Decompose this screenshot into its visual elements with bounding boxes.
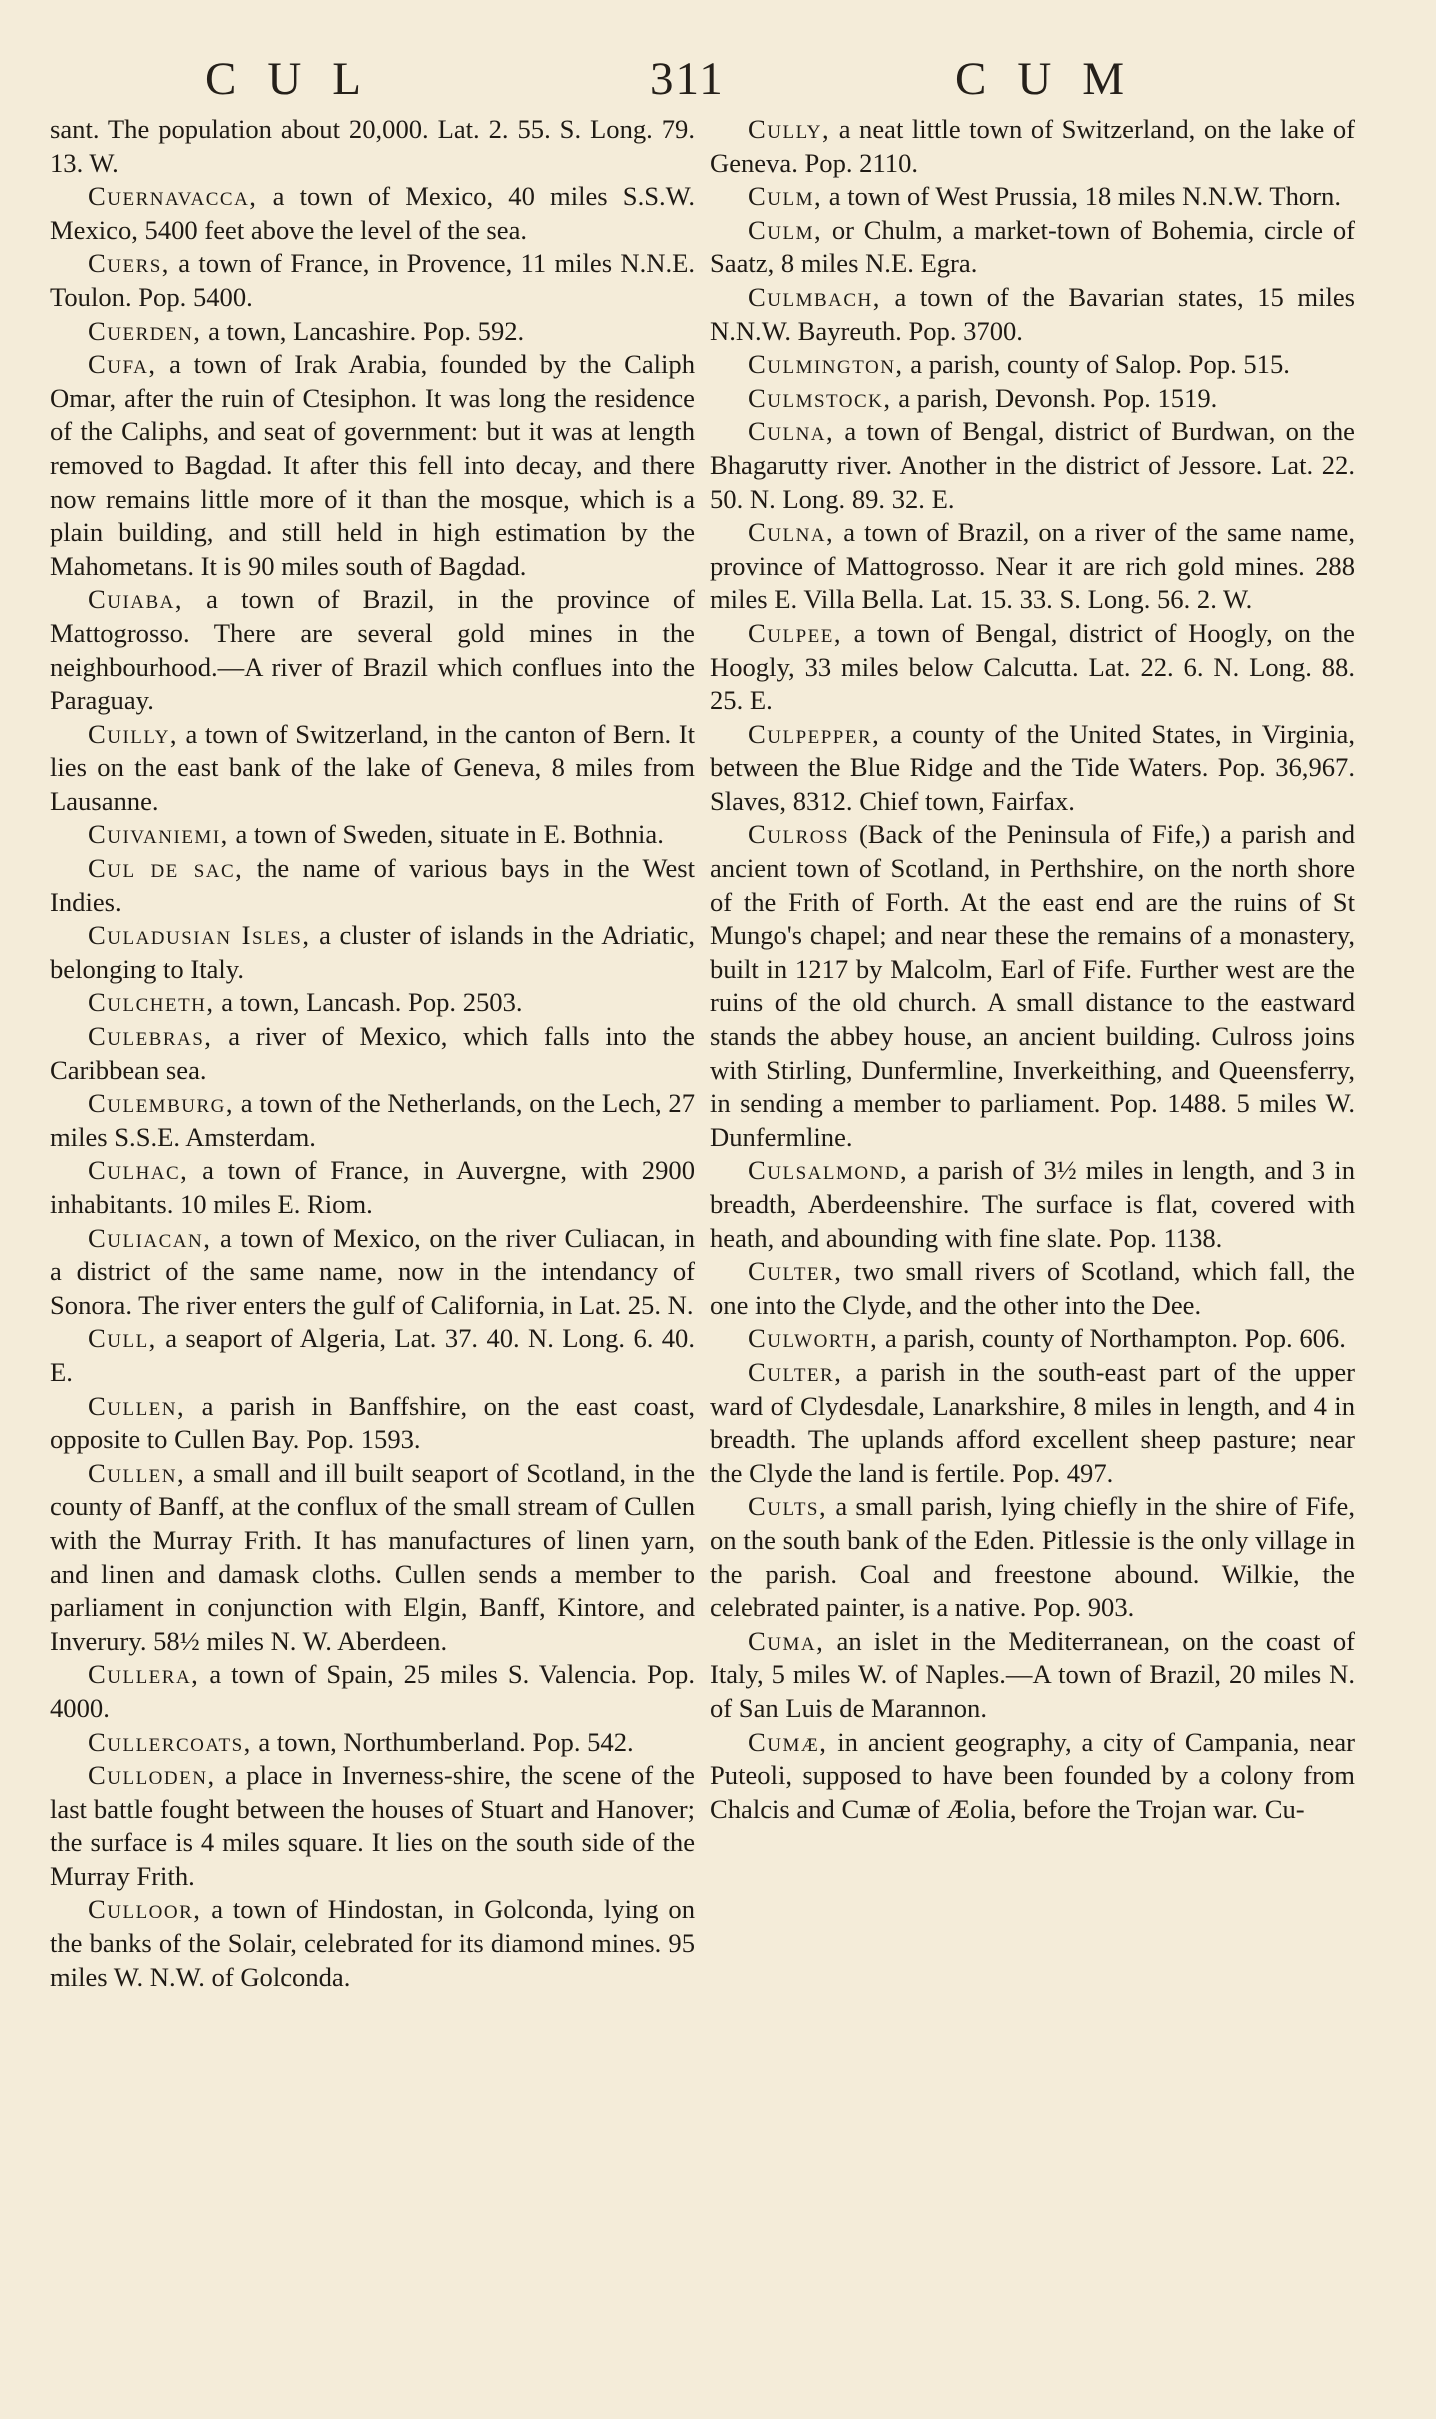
left-entries — [50, 180, 695, 1994]
entry-headword: Culemburg, — [88, 1088, 235, 1119]
entry-text: a town of Spain, 25 miles S. Valencia. Pop. 4000. — [50, 1659, 695, 1723]
gazetteer-entry — [50, 1222, 695, 1323]
gazetteer-entry — [50, 852, 695, 919]
gazetteer-entry — [710, 1726, 1355, 1827]
gazetteer-entry — [710, 1490, 1355, 1624]
gazetteer-entry — [710, 617, 1355, 718]
page-number: 311 — [650, 53, 725, 105]
entry-text: a town of Irak Arabia, founded by the Caliph Omar, after the ruin of Ctesiphon. It was long the residence of the Caliphs, and seat of government: but it was at length removed to Bagdad. It after this fell into decay, and there now remains little more of it than the mosque, which is a plain building, and still held in high estimation by the Mahometans. It is 90 miles south of Bagdad. — [50, 349, 695, 581]
entry-text: a town of Hindostan, in Golconda, lying on the banks of the Solair, celebrated for its diamond mines. 95 miles W. N.W. of Golconda. — [50, 1894, 695, 1992]
entry-text: a town, Northumberland. Pop. 542. — [251, 1726, 634, 1757]
entry-text: a place in Inverness-shire, the scene of the last battle fought between the houses of Stuart and Hanover; the surface is 4 miles square. It lies on the south side of the Murray Frith. — [50, 1760, 695, 1891]
gazetteer-entry — [50, 986, 695, 1020]
entry-headword: Culna, — [748, 517, 835, 548]
running-head-left: CUL — [205, 53, 392, 105]
entry-text: a neat little town of Switzerland, on the lake of Geneva. Pop. 2110. — [710, 114, 1355, 178]
gazetteer-entry — [50, 1658, 695, 1725]
entry-text: an islet in the Mediterranean, on the coast of Italy, 5 miles W. of Naples.—A town of Brazil, 20 miles N. of San Luis de Marannon. — [710, 1625, 1355, 1723]
entry-headword: Cul de sac, — [88, 853, 244, 884]
entry-headword: Culpepper, — [748, 718, 881, 749]
gazetteer-entry — [710, 113, 1355, 180]
entry-text: a town of Mexico, 40 miles S.S.W. Mexico, 5400 feet above the level of the sea. — [50, 181, 695, 245]
entry-headword: Cuerden, — [88, 315, 202, 346]
entry-text: (Back of the Peninsula of Fife,) a parish and ancient town of Scotland, in Perthshire, on the north shore of the Frith of Forth. At the east end are the ruins of St Mungo's chapel; and near these the remains of a monastery, built in 1217 by Malcolm, Earl of Fife. Further west are the ruins of the old church. A small distance to the eastward stands the abbey house, an ancient building. Culross joins with Stirling, Dunfermline, Inverkeithing, and Queensferry, in sending a member to parliament. Pop. 1488. 5 miles W. Dunfermline. — [710, 819, 1355, 1152]
entry-headword: Culcheth, — [88, 987, 215, 1018]
entry-headword: Cullera, — [88, 1659, 200, 1690]
entry-text: a town of the Bavarian states, 15 miles N.N.W. Bayreuth. Pop. 3700. — [710, 281, 1355, 346]
entry-headword: Cully, — [748, 114, 831, 144]
entry-headword: Culhac, — [88, 1155, 189, 1186]
entry-headword: Culebras, — [88, 1021, 213, 1052]
entry-text: a cluster of islands in the Adriatic, belonging to Italy. — [50, 920, 695, 984]
gazetteer-entry — [50, 718, 695, 819]
entry-text: a parish in Banffshire, on the east coast, opposite to Cullen Bay. Pop. 1593. — [50, 1390, 695, 1455]
gazetteer-entry — [710, 1625, 1355, 1726]
entry-headword: Culmington, — [748, 349, 904, 380]
entry-headword: Culadusian Isles, — [88, 920, 311, 951]
gazetteer-entry — [50, 919, 695, 986]
gazetteer-entry — [710, 818, 1355, 1154]
gazetteer-entry — [50, 1087, 695, 1154]
continuation-text: sant. The population about 20,000. Lat. 2. 55. S. Long. 79. 13. W. — [50, 114, 695, 178]
entry-text: a town of Brazil, on a river of the same name, province of Mattogrosso. Near it are rich gold mines. 288 miles E. Villa Bella. Lat. 15. 33. S. Long. 56. 2. W. — [710, 517, 1355, 615]
entry-headword: Culloor, — [88, 1894, 202, 1925]
entry-text: a parish, county of Northampton. Pop. 606. — [878, 1323, 1346, 1354]
gazetteer-entry — [50, 1893, 695, 1994]
entry-headword: Culm, — [748, 181, 823, 212]
entry-headword: Culloden, — [88, 1760, 216, 1791]
gazetteer-entry — [710, 214, 1355, 281]
entry-text: a town of Sweden, situate in E. Bothnia. — [228, 819, 664, 850]
entry-headword: Culworth, — [748, 1323, 879, 1354]
entry-headword: Cuiaba, — [88, 584, 184, 615]
gazetteer-entry — [50, 1154, 695, 1221]
entry-headword: Cull, — [88, 1323, 157, 1354]
gazetteer-entry — [710, 718, 1355, 819]
right-entries — [710, 113, 1355, 1826]
entry-headword: Cullen, — [88, 1457, 186, 1488]
gazetteer-entry — [710, 180, 1355, 214]
gazetteer-entry — [710, 1154, 1355, 1255]
gazetteer-entry — [50, 1390, 695, 1457]
entry-text: a town of Mexico, on the river Culiacan, in a district of the same name, now in the intendancy of Sonora. The river enters the gulf of California, in Lat. 25. N. — [50, 1222, 695, 1320]
entry-headword: Cufa, — [88, 349, 157, 380]
gazetteer-entry — [50, 1322, 695, 1389]
entry-text: a town of Bengal, district of Burdwan, on the Bhagarutty river. Another in the district of Jessore. Lat. 22. 50. N. Long. 89. 32. E. — [710, 416, 1355, 514]
entry-text: the name of various bays in the West Indies. — [50, 853, 695, 917]
entry-text: a town of West Prussia, 18 miles N.N.W. Thorn. — [822, 181, 1341, 212]
entry-headword: Culmbach, — [748, 281, 881, 312]
gazetteer-entry — [50, 818, 695, 852]
entry-headword: Cullercoats, — [88, 1726, 252, 1757]
gazetteer-entry — [710, 415, 1355, 516]
entry-headword: Cuivaniemi, — [88, 819, 229, 850]
entry-text: a parish of 3½ miles in length, and 3 in breadth, Aberdeenshire. The surface is flat, covered with heath, and abounding with fine slate. Pop. 1138. — [710, 1155, 1355, 1253]
entry-text: a parish, county of Salop. Pop. 515. — [903, 349, 1290, 380]
gazetteer-entry — [710, 516, 1355, 617]
running-head-right: CUM — [955, 53, 1156, 105]
entry-headword: Culross — [748, 819, 850, 850]
gazetteer-entry — [50, 1726, 695, 1760]
entry-headword: Cuers, — [88, 248, 170, 279]
entry-headword: Culpee, — [748, 617, 842, 648]
entry-text: a town of Bengal, district of Hoogly, on the Hoogly, 33 miles below Calcutta. Lat. 22. 6. N. Long. 88. 25. E. — [710, 617, 1355, 716]
gazetteer-entry — [50, 583, 695, 717]
entry-text: a small parish, lying chiefly in the shire of Fife, on the south bank of the Eden. Pitlessie is the only village in the parish. Coal and freestone abound. Wilkie, the celebrated painter, is a native. Pop. 903. — [710, 1491, 1355, 1623]
gazetteer-entry — [710, 382, 1355, 416]
entry-headword: Culmstock, — [748, 382, 892, 413]
entry-headword: Cults, — [748, 1491, 828, 1522]
entry-text: a parish, Devonsh. Pop. 1519. — [891, 382, 1218, 413]
gazetteer-entry — [50, 1020, 695, 1087]
entry-headword: Culna, — [748, 416, 835, 447]
running-head — [0, 52, 1436, 112]
entry-text: a parish in the south-east part of the upper ward of Clydesdale, Lanarkshire, 8 miles in length, and 4 in breadth. The uplands afford excellent sheep pasture; near the Clyde the land is fertile. Pop. 497. — [710, 1356, 1355, 1488]
entry-text: a town, Lancashire. Pop. 592. — [201, 315, 525, 346]
entry-headword: Cuma, — [748, 1625, 825, 1656]
entry-text: a town of Brazil, in the province of Mattogrosso. There are several gold mines in the neighbourhood.—A river of Brazil which conflues into the Paraguay. — [50, 584, 695, 716]
gazetteer-entry — [50, 348, 695, 583]
entry-text: or Chulm, a market-town of Bohemia, circle of Saatz, 8 miles N.E. Egra. — [710, 214, 1355, 279]
gazetteer-entry — [710, 1356, 1355, 1490]
entry-headword: Culiacan, — [88, 1222, 212, 1253]
left-column — [50, 113, 695, 1994]
entry-headword: Culter, — [748, 1256, 843, 1287]
entry-headword: Cuernavacca, — [88, 181, 258, 212]
entry-text: a small and ill built seaport of Scotland, in the county of Banff, at the conflux of the small stream of Cullen with the Murray Frith. It has manufactures of linen yarn, and linen and damask cloths. Cullen sends a member to parliament in conjunction with Elgin, Banff, Kintore, and Inverury. 58½ miles N. W. Aberdeen. — [50, 1457, 695, 1656]
entry-text: a town of France, in Auvergne, with 2900 inhabitants. 10 miles E. Riom. — [50, 1155, 695, 1219]
entry-text: two small rivers of Scotland, which fall, the one into the Clyde, and the other into the Dee. — [710, 1256, 1355, 1320]
gazetteer-entry — [710, 1322, 1355, 1356]
right-column — [710, 113, 1355, 1826]
entry-text: in ancient geography, a city of Campania, near Puteoli, supposed to have been founded by a colony from Chalcis and Cumæ of Æolia, before the Trojan war. Cu- — [710, 1726, 1355, 1824]
entry-text: a town of France, in Provence, 11 miles N.N.E. Toulon. Pop. 5400. — [50, 248, 695, 312]
entry-headword: Cumæ, — [748, 1726, 828, 1757]
entry-headword: Culsalmond, — [748, 1155, 909, 1186]
gazetteer-entry — [710, 1255, 1355, 1322]
entry-text: a town of the Netherlands, on the Lech, 27 miles S.S.E. Amsterdam. — [50, 1088, 695, 1152]
entry-headword: Cuilly, — [88, 718, 178, 749]
entry-text: a county of the United States, in Virginia, between the Blue Ridge and the Tide Waters. Pop. 36,967. Slaves, 8312. Chief town, Fairfax. — [710, 718, 1355, 816]
gazetteer-entry — [710, 281, 1355, 348]
entry-headword: Culter, — [748, 1356, 843, 1387]
gazetteer-entry — [50, 1759, 695, 1893]
gazetteer-entry — [50, 315, 695, 349]
gazetteer-entry — [50, 180, 695, 247]
entry-text: a town, Lancash. Pop. 2503. — [214, 987, 523, 1018]
gazetteer-entry — [50, 247, 695, 314]
entry-headword: Cullen, — [88, 1390, 186, 1421]
gazetteer-entry — [50, 1457, 695, 1659]
entry-text: a seaport of Algeria, Lat. 37. 40. N. Long. 6. 40. E. — [50, 1323, 695, 1387]
entry-text: a river of Mexico, which falls into the Caribbean sea. — [50, 1021, 695, 1085]
entry-headword: Culm, — [748, 214, 823, 245]
entry-text: a town of Switzerland, in the canton of Bern. It lies on the east bank of the lake of Geneva, 8 miles from Lausanne. — [50, 718, 695, 816]
gazetteer-entry — [710, 348, 1355, 382]
